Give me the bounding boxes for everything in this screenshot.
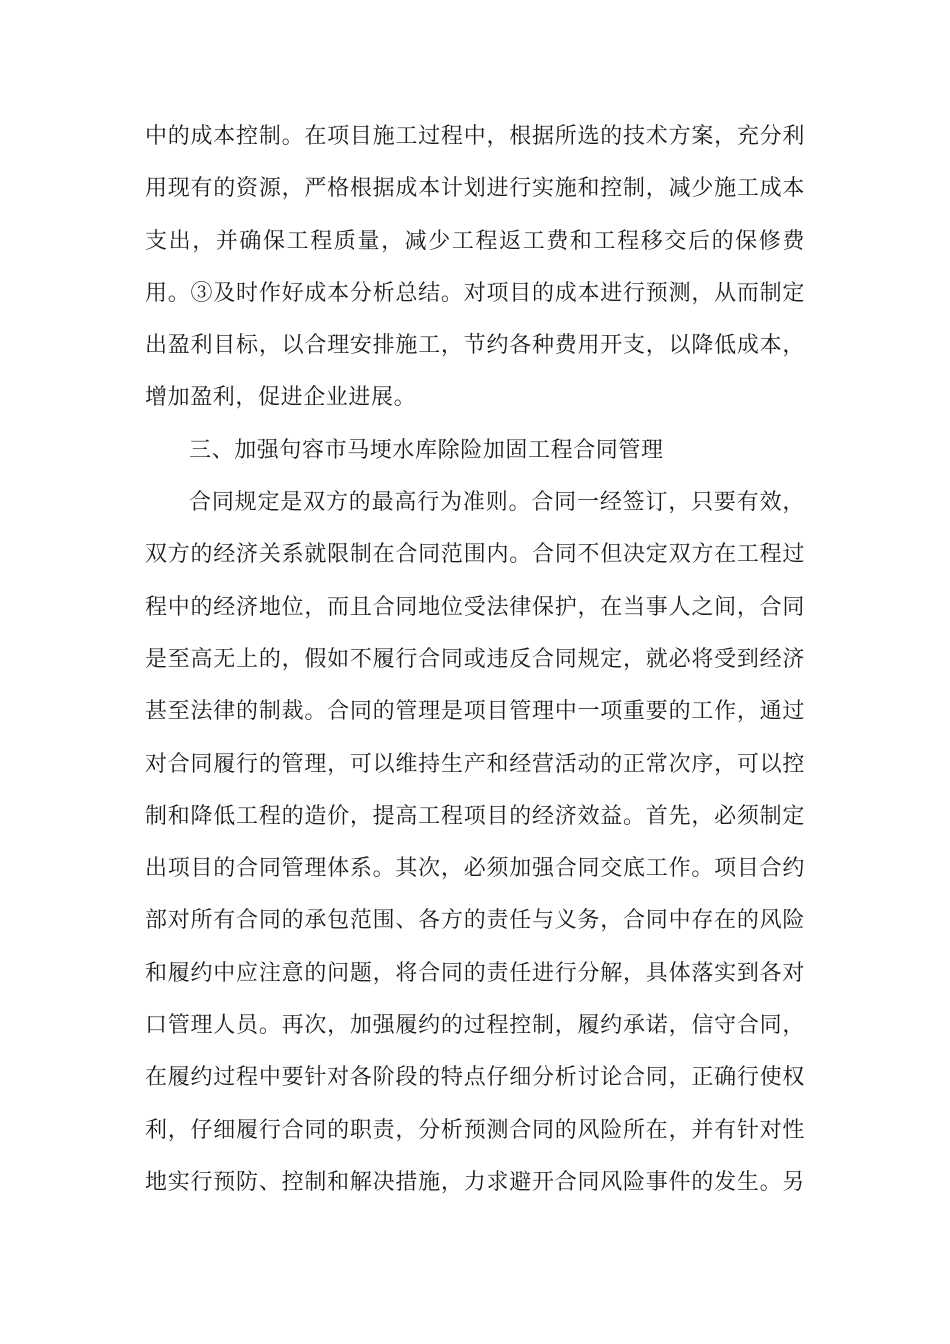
section-heading: 三、加强句容市马埂水库除险加固工程合同管理 [189,437,664,463]
text-line: 在履约过程中要针对各阶段的特点仔细分析讨论合同，正确行使权 [145,1065,805,1091]
text-line: 出盈利目标，以合理安排施工，节约各种费用开支，以降低成本， [145,333,805,359]
text-line: 制和降低工程的造价，提高工程项目的经济效益。首先，必须制定 [145,803,805,829]
text-line: 利，仔细履行合同的职责，分析预测合同的风险所在，并有针对性 [145,1117,805,1143]
text-line: 合同规定是双方的最高行为准则。合同一经签订，只要有效， [189,490,805,516]
text-line: 出项目的合同管理体系。其次，必须加强合同交底工作。项目合约 [145,856,805,882]
paragraph-cost-control [145,111,805,425]
text-line: 是至高无上的，假如不履行合同或违反合同规定，就必将受到经济 [145,646,805,672]
text-line: 和履约中应注意的问题，将合同的责任进行分解，具体落实到各对 [145,960,805,986]
text-line: 中的成本控制。在项目施工过程中，根据所选的技术方案，充分利 [145,124,805,149]
paragraph-contract-management [145,477,805,1209]
text-line: 支出，并确保工程质量，减少工程返工费和工程移交后的保修费 [145,228,805,254]
text-line: 对合同履行的管理，可以维持生产和经营活动的正常次序，可以控 [145,751,805,777]
text-line: 用。③及时作好成本分析总结。对项目的成本进行预测，从而制定 [145,280,805,306]
text-line: 增加盈利，促进企业进展。 [145,385,417,411]
document-body [145,111,805,1209]
text-line: 程中的经济地位，而且合同地位受法律保护，在当事人之间，合同 [145,594,805,620]
text-line: 地实行预防、控制和解决措施，力求避开合同风险事件的发生。另 [145,1169,805,1195]
text-line: 双方的经济关系就限制在合同范围内。合同不但决定双方在工程过 [145,542,805,568]
text-line: 用现有的资源，严格根据成本计划进行实施和控制，减少施工成本 [145,176,805,202]
text-line: 部对所有合同的承包范围、各方的责任与义务，合同中存在的风险 [145,908,805,934]
text-line: 甚至法律的制裁。合同的管理是项目管理中一项重要的工作，通过 [145,699,805,725]
text-line: 口管理人员。再次，加强履约的过程控制，履约承诺，信守合同， [145,1013,805,1039]
